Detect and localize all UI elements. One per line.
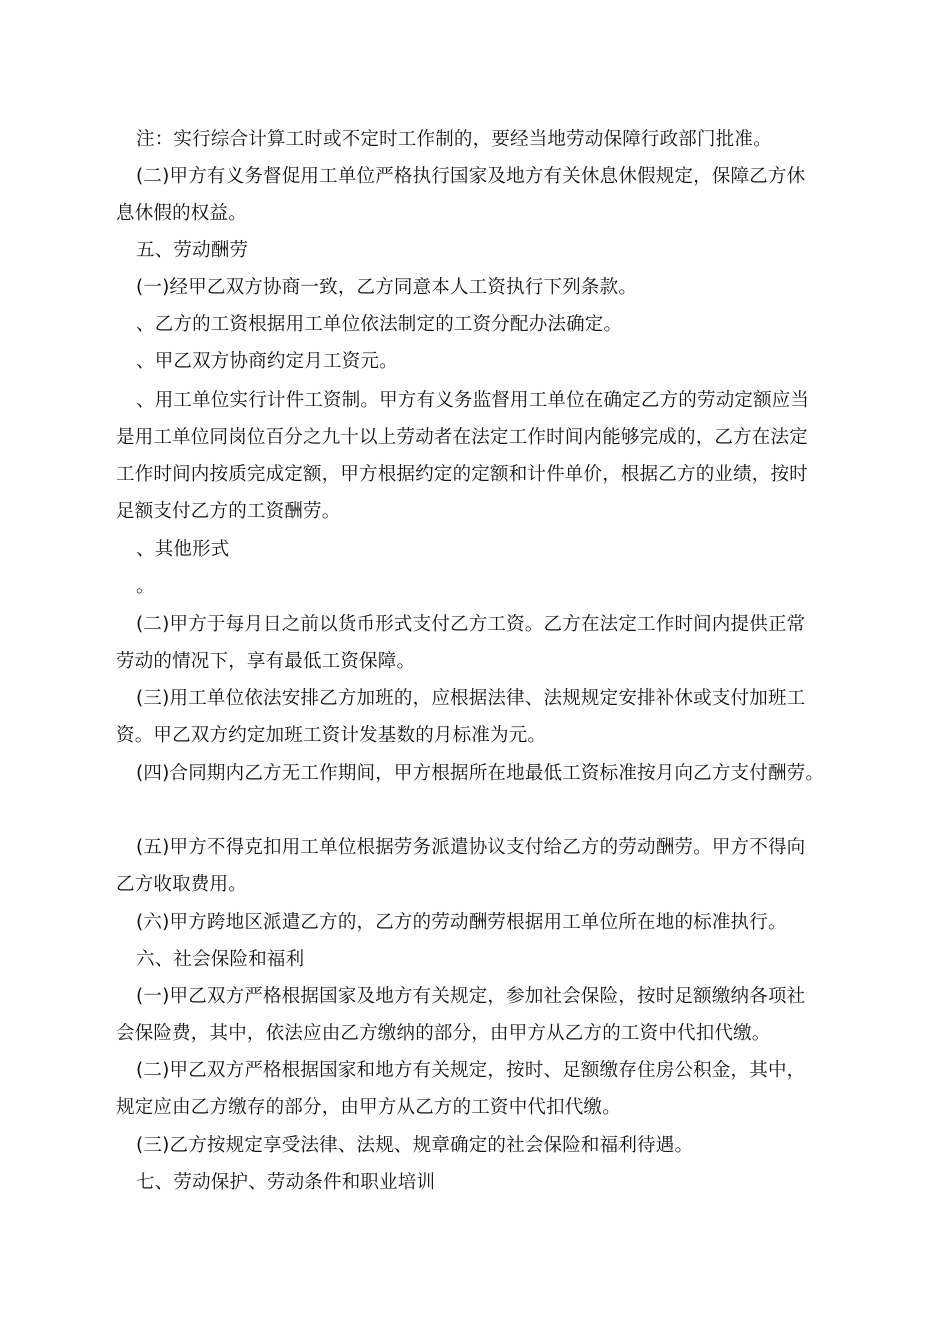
text-line: (五)甲方不得克扣用工单位根据劳务派遣协议支付给乙方的劳动酬劳。甲方不得向 bbox=[136, 837, 806, 858]
text-line: 规定应由乙方缴存的部分，由甲方从乙方的工资中代扣代缴。 bbox=[116, 1097, 621, 1118]
text-line: 劳动的情况下，享有最低工资保障。 bbox=[116, 651, 416, 672]
text-line: (二)甲方有义务督促用工单位严格执行国家及地方有关休息休假规定，保障乙方休 bbox=[136, 166, 806, 187]
text-line: (二)甲乙双方严格根据国家和地方有关规定，按时、足额缴存住房公积金，其中， bbox=[136, 1060, 806, 1081]
text-line: 注：实行综合计算工时或不定时工作制的，要经当地劳动保障行政部门批准。 bbox=[136, 129, 772, 150]
text-line: 息休假的权益。 bbox=[116, 203, 247, 224]
section-heading: 六、社会保险和福利 bbox=[136, 949, 305, 970]
text-line: (一)甲乙双方严格根据国家及地方有关规定，参加社会保险，按时足额缴纳各项社 bbox=[136, 986, 806, 1007]
text-line: (三)用工单位依法安排乙方加班的，应根据法律、法规规定安排补休或支付加班工 bbox=[136, 688, 806, 709]
text-line: 乙方收取费用。 bbox=[116, 874, 247, 895]
text-line: 、用工单位实行计件工资制。甲方有义务监督用工单位在确定乙方的劳动定额应当 bbox=[136, 390, 810, 411]
text-line: 、甲乙双方协商约定月工资元。 bbox=[136, 351, 398, 372]
section-heading: 七、劳动保护、劳动条件和职业培训 bbox=[136, 1172, 436, 1193]
text-line: 会保险费，其中，依法应由乙方缴纳的部分，由甲方从乙方的工资中代扣代缴。 bbox=[116, 1023, 771, 1044]
text-line: 、乙方的工资根据用工单位依法制定的工资分配办法确定。 bbox=[136, 314, 623, 335]
text-line: (四)合同期内乙方无工作期间，甲方根据所在地最低工资标准按月向乙方支付酬劳。 bbox=[136, 763, 825, 784]
text-line: (一)经甲乙双方协商一致，乙方同意本人工资执行下列条款。 bbox=[136, 277, 638, 298]
text-line: (六)甲方跨地区派遣乙方的，乙方的劳动酬劳根据用工单位所在地的标准执行。 bbox=[136, 912, 787, 933]
text-line: (二)甲方于每月日之前以货币形式支付乙方工资。乙方在法定工作时间内提供正常 bbox=[136, 614, 806, 635]
section-heading: 五、劳动酬劳 bbox=[136, 240, 249, 261]
text-line: 、其他形式 bbox=[136, 539, 230, 560]
text-line: 。 bbox=[136, 576, 155, 597]
text-line: 工作时间内按质完成定额，甲方根据约定的定额和计件单价，根据乙方的业绩，按时 bbox=[116, 464, 808, 485]
text-line: 资。甲乙双方约定加班工资计发基数的月标准为元。 bbox=[116, 725, 547, 746]
text-line: 足额支付乙方的工资酬劳。 bbox=[116, 501, 341, 522]
text-line: (三)乙方按规定享受法律、法规、规章确定的社会保险和福利待遇。 bbox=[136, 1135, 694, 1156]
text-line: 是用工单位同岗位百分之九十以上劳动者在法定工作时间内能够完成的，乙方在法定 bbox=[116, 427, 808, 448]
